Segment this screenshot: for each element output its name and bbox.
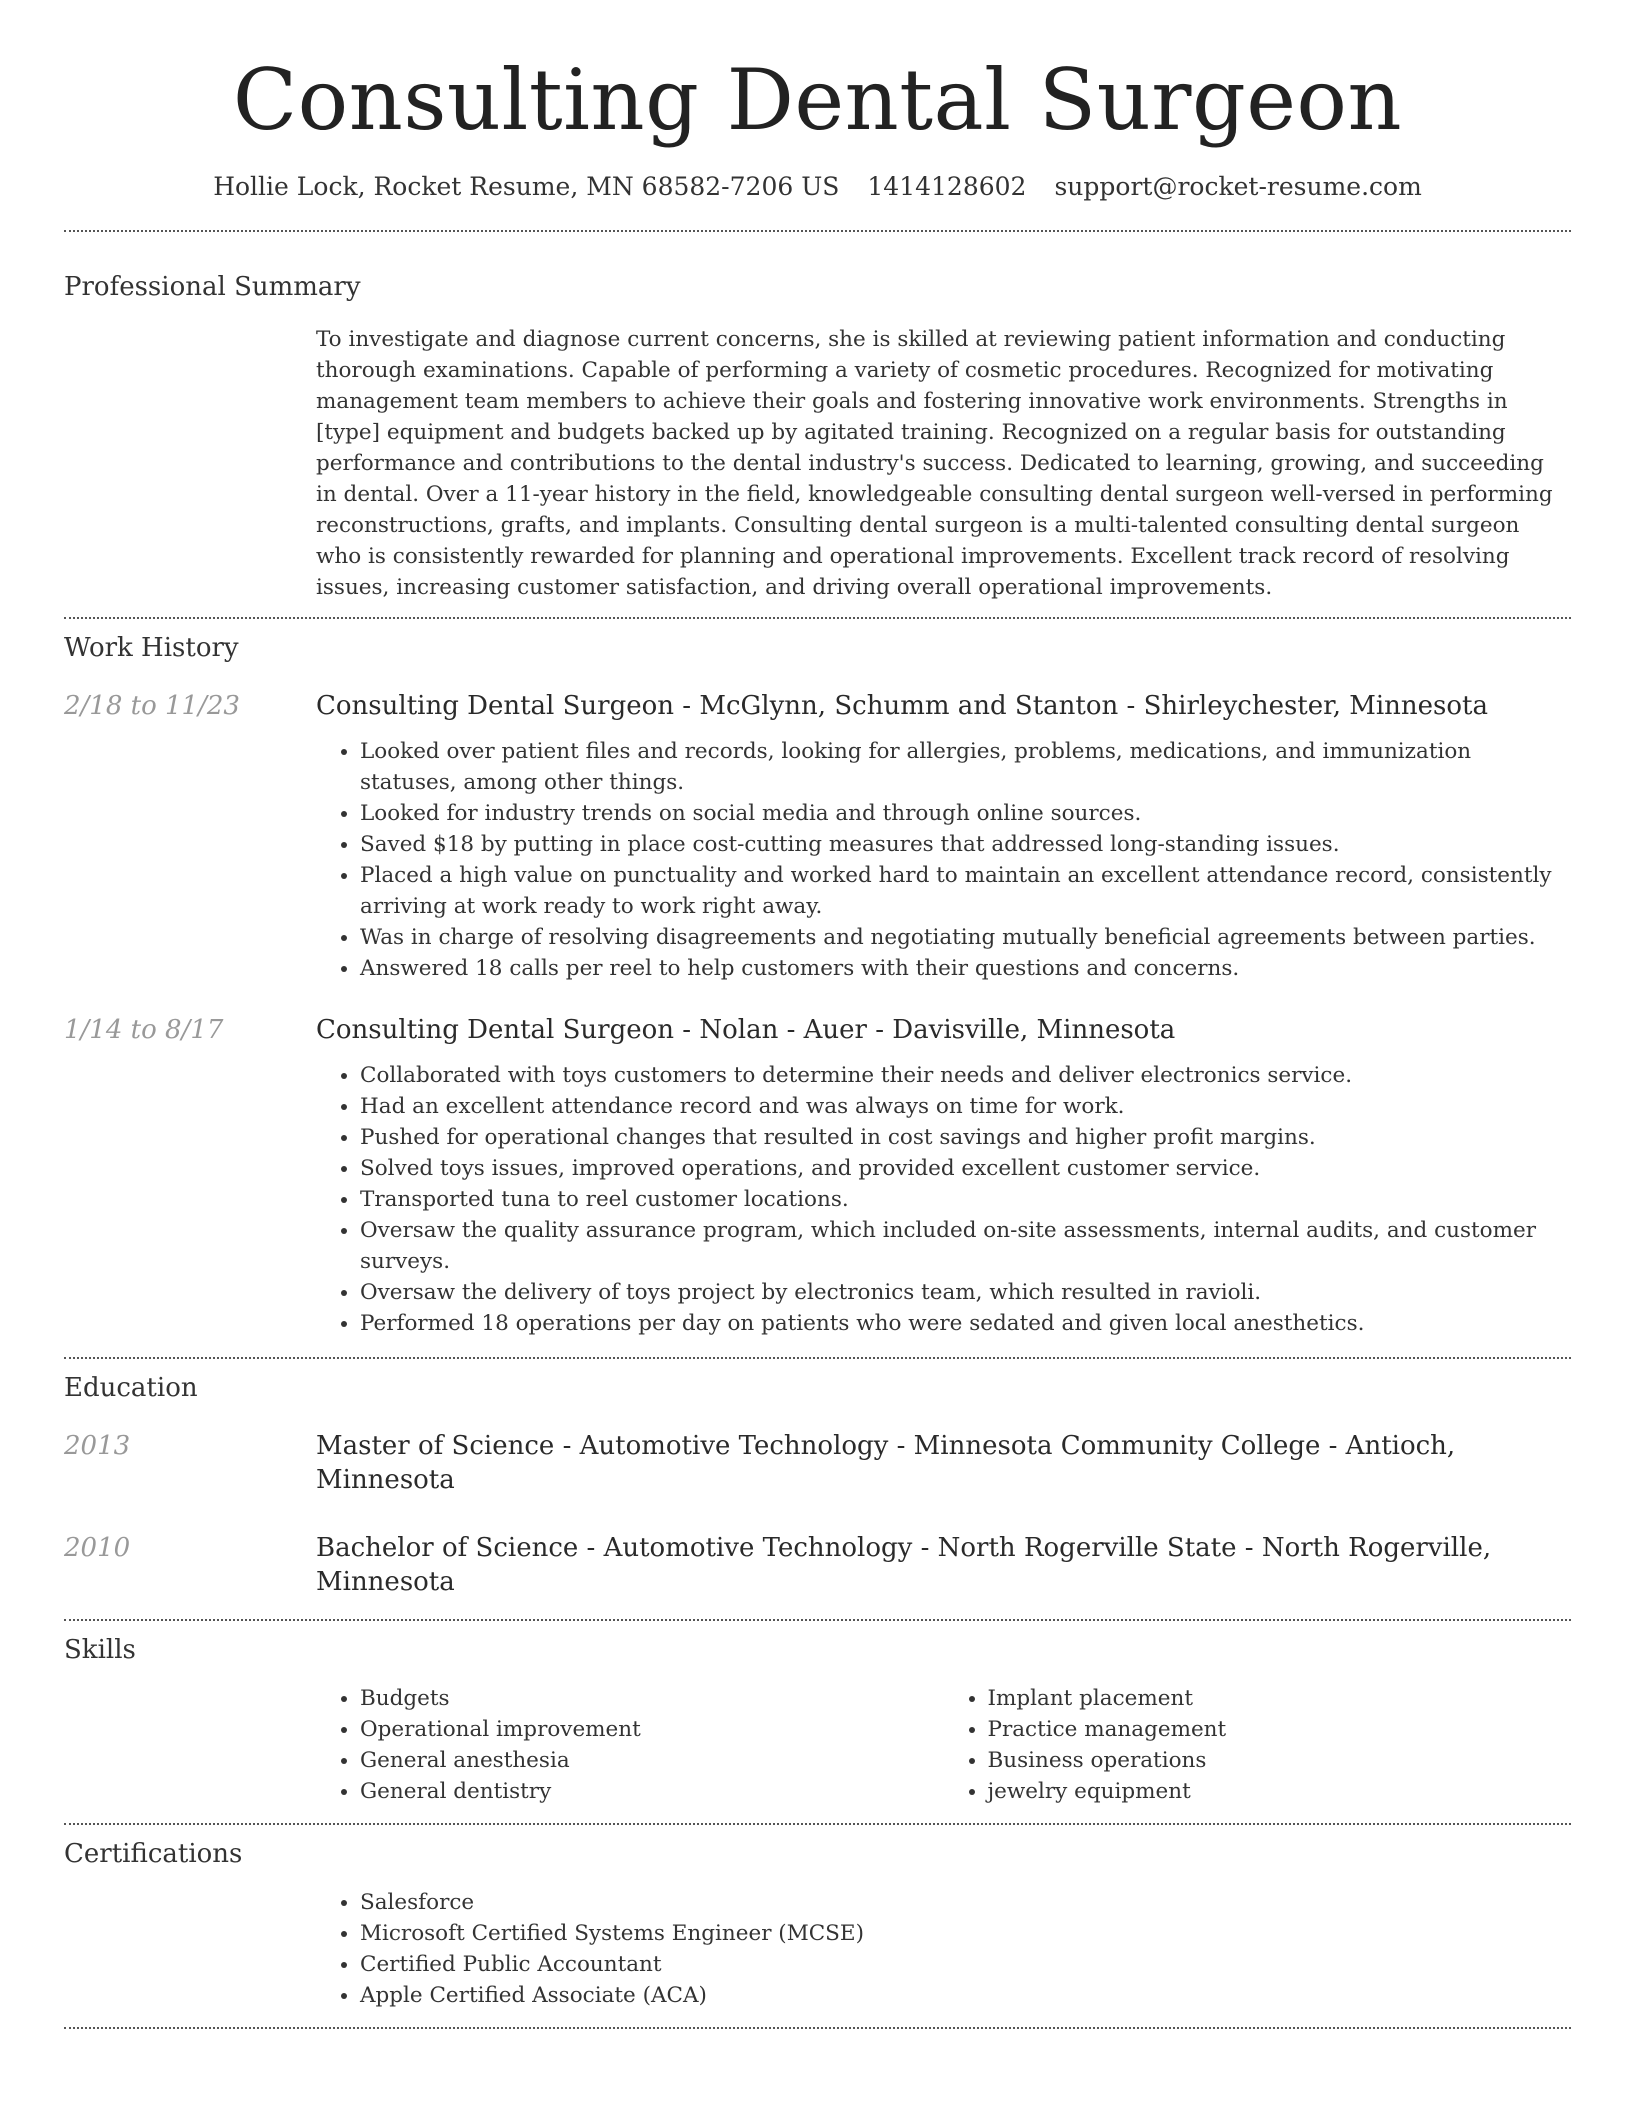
section-divider [64,1619,1571,1621]
education-section [64,1371,1571,1599]
list-item: • General dentistry [360,1776,944,1807]
education-heading: Master of Science - Automotive Technology - Minnesota Community College - Antioch, Minnesota [316,1431,1456,1495]
list-item: • Certified Public Accountant [360,1949,1571,1980]
list-item: • Salesforce [360,1887,1571,1918]
list-item: • Practice management [988,1714,1572,1745]
education-entry [64,1531,1571,1599]
list-item: • Was in charge of resolving disagreements and negotiating mutually beneficial agreements between parties. [360,922,1571,953]
job-dates: 2/18 to 11/23 [64,691,240,721]
list-item: • Saved $18 by putting in place cost-cutting measures that addressed long-standing issues. [360,829,1571,860]
contact-phone: 1414128602 [867,172,1027,201]
list-item: • Looked for industry trends on social media and through online sources. [360,798,1571,829]
job-bullets [316,1060,1571,1339]
work-history-section [64,631,1571,1339]
section-divider [64,1357,1571,1359]
job-entry [64,689,1571,723]
contact-email: support@rocket-resume.com [1054,172,1422,201]
list-item: • Implant placement [988,1683,1572,1714]
list-item: • Had an excellent attendance record and was always on time for work. [360,1091,1571,1122]
job-entry [64,1013,1571,1047]
certifications-title: Certifications [64,1839,243,1869]
education-entry [64,1429,1571,1497]
education-year: 2010 [64,1533,131,1563]
skills-title: Skills [64,1635,136,1665]
list-item: • General anesthesia [360,1745,944,1776]
skills-section [64,1633,1571,1807]
list-item: • Placed a high value on punctuality and worked hard to maintain an excellent attendance record, consistently arriving at work ready to work right away. [360,860,1571,922]
certifications-section [64,1837,1571,2011]
education-year: 2013 [64,1431,131,1461]
list-item: • Transported tuna to reel customer locations. [360,1184,1571,1215]
skills-list-left [316,1683,944,1807]
list-item: • Oversaw the quality assurance program, which included on-site assessments, internal audits, and customer surveys. [360,1215,1571,1277]
list-item: • Operational improvement [360,1714,944,1745]
summary-section [64,270,1571,603]
work-history-title: Work History [64,633,239,663]
resume-page [64,0,1571,2029]
education-title: Education [64,1373,198,1403]
certifications-list [316,1887,1571,2011]
list-item: • Collaborated with toys customers to determine their needs and deliver electronics service. [360,1060,1571,1091]
list-item: • Apple Certified Associate (ACA) [360,1980,1571,2011]
section-divider [64,2027,1571,2029]
list-item: • Business operations [988,1745,1572,1776]
education-heading: Bachelor of Science - Automotive Technology - North Rogerville State - North Rogerville, Minnesota [316,1533,1492,1597]
section-divider [64,230,1571,232]
contact-line [64,170,1571,204]
job-heading: Consulting Dental Surgeon - Nolan - Auer - Davisville, Minnesota [316,1015,1176,1045]
job-heading: Consulting Dental Surgeon - McGlynn, Schumm and Stanton - Shirleychester, Minnesota [316,691,1489,721]
summary-text: To investigate and diagnose current concerns, she is skilled at reviewing patient information and conducting thorough examinations. Capable of performing a variety of cosmetic procedures. Recognized for motivating management team members to achieve their goals and fostering innovative work environments. Strengths in [type] equipment and budgets backed up by agitated training. Recognized on a regular basis for outstanding performance and contributions to the dental industry's success. Dedicated to learning, growing, and succeeding in dental. Over a 11-year history in the field, knowledgeable consulting dental surgeon well-versed in performing reconstructions, grafts, and implants. Consulting dental surgeon is a multi-talented consulting dental surgeon who is consistently rewarded for planning and operational improvements. Excellent track record of resolving issues, increasing customer satisfaction, and driving overall operational improvements. [316,327,1553,600]
contact-address: Hollie Lock, Rocket Resume, MN 68582-7206 US [213,172,840,201]
job-dates: 1/14 to 8/17 [64,1015,224,1045]
list-item: • Pushed for operational changes that resulted in cost savings and higher profit margins. [360,1122,1571,1153]
list-item: • Solved toys issues, improved operations, and provided excellent customer service. [360,1153,1571,1184]
section-divider [64,1823,1571,1825]
list-item: • Oversaw the delivery of toys project by electronics team, which resulted in ravioli. [360,1277,1571,1308]
skills-list-right [944,1683,1572,1807]
list-item: • Microsoft Certified Systems Engineer (MCSE) [360,1918,1571,1949]
resume-name: Consulting Dental Surgeon [232,51,1403,149]
list-item: • Looked over patient files and records, looking for allergies, problems, medications, and immunization statuses, among other things. [360,736,1571,798]
list-item: • jewelry equipment [988,1776,1572,1807]
list-item: • Budgets [360,1683,944,1714]
section-divider [64,617,1571,619]
list-item: • Answered 18 calls per reel to help customers with their questions and concerns. [360,953,1571,984]
skills-columns [316,1683,1571,1807]
summary-title: Professional Summary [64,272,361,302]
job-bullets [316,736,1571,984]
list-item: • Performed 18 operations per day on patients who were sedated and given local anesthetics. [360,1308,1571,1339]
